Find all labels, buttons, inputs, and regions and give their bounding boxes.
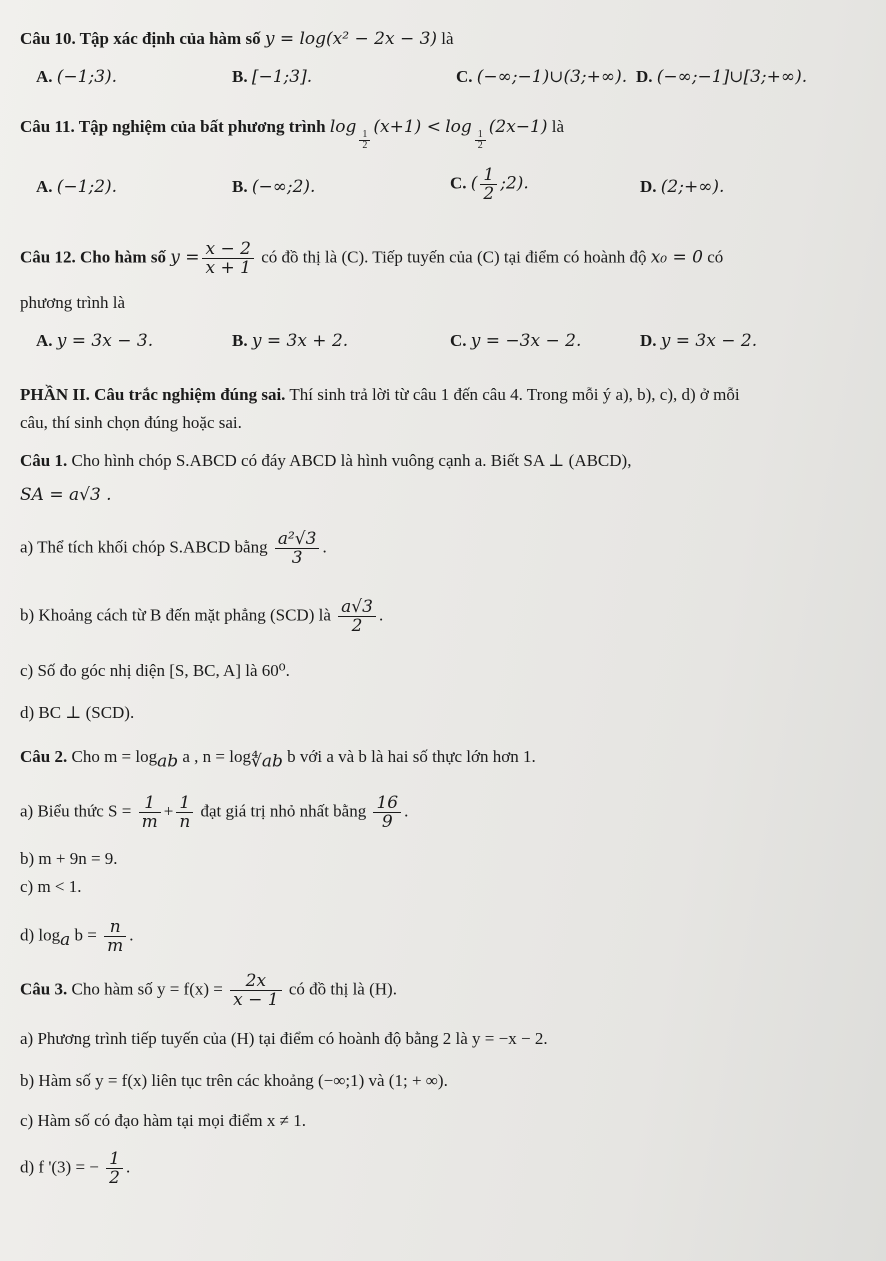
q12-option-d[interactable]: D. y = 3x − 2. — [640, 331, 758, 351]
c2-b[interactable]: b) m + 9n = 9. — [20, 849, 118, 868]
c3-a[interactable]: a) Phương trình tiếp tuyến của (H) tại điểm có hoành độ bằng 2 là y = −x − 2. — [20, 1029, 548, 1048]
c1-b[interactable]: b) Khoảng cách từ B đến mặt phẳng (SCD) là $\frac{a√3}{2}$ . — [20, 597, 384, 636]
q10-stem — [20, 28, 454, 50]
c3-c[interactable]: c) Hàm số có đạo hàm tại mọi điểm x ≠ 1. — [20, 1111, 306, 1130]
q11-option-b[interactable]: B. (−∞;2). — [232, 177, 316, 197]
c1-line2: SA = a√3 . — [20, 485, 112, 505]
q12-option-b[interactable]: B. y = 3x + 2. — [232, 331, 349, 351]
part2-title: PHẦN II. Câu trắc nghiệm đúng sai. — [20, 385, 286, 404]
c2-d[interactable]: d) $\log_a b$ = $\frac{n}{m}$ . — [20, 917, 134, 956]
c2-stem: Câu 2. Cho $m = \log_{ab} a$ , $n = \log_{∜ab} b$ với a và b là hai số thực lớn hơn 1. — [20, 747, 536, 772]
q12-line2: phương trình là — [20, 293, 126, 312]
c3-stem: Câu 3. Cho hàm số y = f(x) = $\frac{2x}{x - 1}$ có đồ thị là (H). — [20, 971, 397, 1010]
q11-option-a[interactable]: A. (−1;2). — [36, 177, 118, 197]
c1-d[interactable]: d) BC ⊥ (SCD). — [20, 703, 135, 722]
c1-c[interactable]: c) Số đo góc nhị diện [S, BC, A] là 60⁰. — [20, 661, 290, 680]
part2-header — [20, 384, 740, 406]
part2-desc: Thí sinh trả lời từ câu 1 đến câu 4. Trong mỗi ý a), b), c), d) ở mỗi — [289, 385, 740, 404]
q10-text: Câu 10. Tập xác định của hàm số — [20, 29, 261, 48]
q11-stem: Câu 11. Tập nghiệm của bất phương trình log $\frac{1}{2}$ (x+1) < log $\frac{1}{2}$ (2x−1) là — [20, 117, 565, 151]
q10-option-c[interactable]: C. (−∞;−1)∪(3;+∞). — [456, 67, 628, 87]
q10-suffix: là — [441, 29, 454, 48]
c3-d[interactable]: d) f '(3) = − $\frac{1}{2}$ . — [20, 1149, 131, 1188]
q10-formula: y = log(x² − 2x − 3) — [264, 29, 438, 49]
q12-stem: Câu 12. Cho hàm số y = $\frac{x - 2}{x + 1}$ có đồ thị là (C). Tiếp tuyến của (C) tại điểm có hoành độ x₀ = 0 có — [20, 239, 724, 278]
q10-option-b[interactable]: B. [−1;3]. — [232, 67, 313, 87]
q11-option-d[interactable]: D. (2;+∞). — [640, 177, 725, 197]
c2-c[interactable]: c) m < 1. — [20, 877, 82, 896]
q12-option-a[interactable]: A. y = 3x − 3. — [36, 331, 154, 351]
q10-option-d[interactable]: D. (−∞;−1]∪[3;+∞). — [636, 67, 808, 87]
c1-a[interactable]: a) Thể tích khối chóp S.ABCD bằng $\frac{\text{a²√3}}{3}$ . — [20, 529, 327, 568]
q11-option-c[interactable]: C. ( $\frac{1}{2}$ ;2). — [450, 165, 529, 204]
c3-b[interactable]: b) Hàm số y = f(x) liên tục trên các khoảng (−∞;1) và (1; + ∞). — [20, 1071, 448, 1090]
q12-option-c[interactable]: C. y = −3x − 2. — [450, 331, 582, 351]
c1-stem: Câu 1. Cho hình chóp S.ABCD có đáy ABCD là hình vuông cạnh a. Biết SA ⊥ (ABCD), — [20, 451, 632, 470]
c2-a[interactable]: a) Biểu thức S = $\frac{1}{m}$ + $\frac{1}{n}$ đạt giá trị nhỏ nhất bằng $\frac{16}{9}$ . — [20, 793, 409, 832]
q10-option-a[interactable]: A. (−1;3). — [36, 67, 118, 87]
part2-desc2: câu, thí sinh chọn đúng hoặc sai. — [20, 413, 242, 432]
q11-text: Câu 11. Tập nghiệm của bất phương trình — [20, 117, 326, 136]
